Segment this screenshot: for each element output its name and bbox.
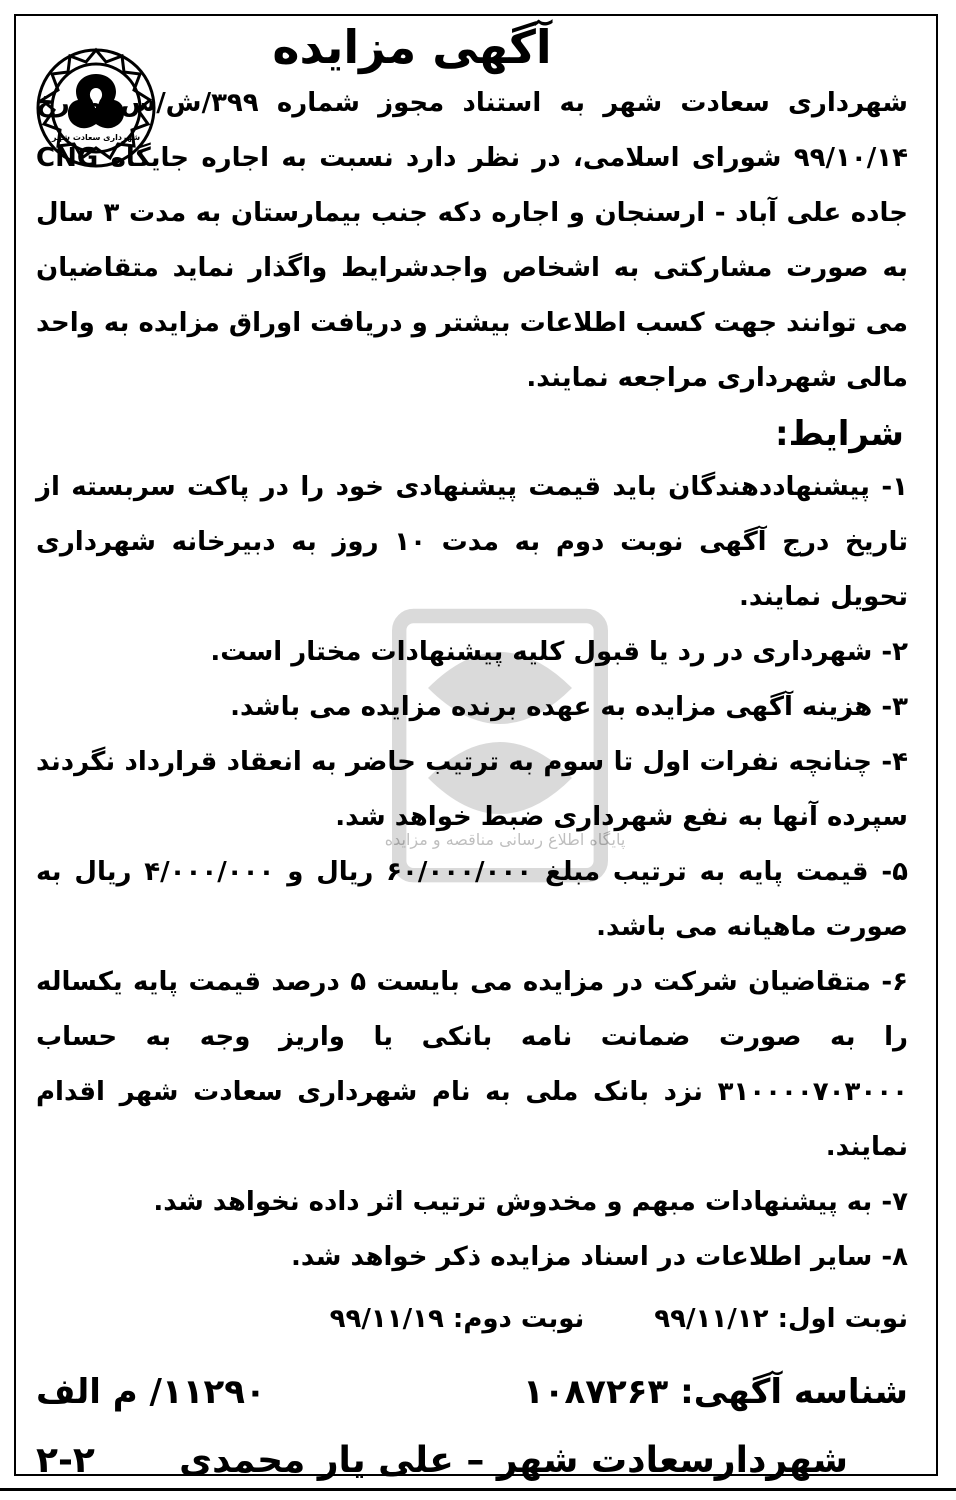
second-publication-date: نوبت دوم: ۹۹/۱۱/۱۹ <box>329 1304 585 1334</box>
ad-identifier: شناسه آگهی: ۱۰۸۷۲۶۳ <box>523 1372 908 1412</box>
condition-item: ۴- چنانچه نفرات اول تا سوم به ترتیب حاضر به انعقاد قرارداد نگردند سپرده آنها به نفع شهرداری ضبط خواهد شد. <box>36 747 908 832</box>
mayor-signature: شهردارسعادت شهر – علی یار محمدی <box>179 1440 848 1481</box>
condition-item: ۳- هزینه آگهی مزایده به عهده برنده مزایده می باشد. <box>230 692 908 722</box>
municipality-emblem-icon <box>32 44 160 172</box>
conditions-heading: شرایط: <box>774 414 904 454</box>
condition-item: ۸- سایر اطلاعات در اسناد مزایده ذکر خواهد شد. <box>290 1242 908 1272</box>
ad-id-row <box>36 1365 908 1419</box>
condition-item: ۲- شهرداری در رد یا قبول کلیه پیشنهادات مختار است. <box>210 637 908 667</box>
svg-text:شهرداری سعادت شهر: شهرداری سعادت شهر <box>51 133 141 142</box>
first-publication-date: نوبت اول: ۹۹/۱۱/۱۲ <box>654 1304 908 1334</box>
condition-item: ۷- به پیشنهادات مبهم و مخدوش ترتیب اثر داده نخواهد شد. <box>153 1187 908 1217</box>
condition-item: ۱- پیشنهاددهندگان باید قیمت پیشنهادی خود را در پاکت سربسته از تاریخ درج آگهی نوبت دوم به مدت ۱۰ روز به دبیرخانه شهرداری تحویل نمایند. <box>36 472 909 612</box>
publication-dates <box>36 1291 908 1347</box>
intro-paragraph <box>36 76 908 406</box>
publication-count: ۲-۲ <box>36 1440 95 1481</box>
watermark-text: پایگاه اطلاع رسانی مناقصه و مزایده <box>384 830 626 849</box>
ad-code: ۱۱۲۹۰/ م الف <box>36 1372 266 1412</box>
ad-content <box>36 14 909 1481</box>
condition-item: ۶- متقاضیان شرکت در مزایده می بایست ۵ درصد قیمت پایه یکساله را به صورت ضمانت نامه بانکی یا واریز وجه به حساب ۳۱۰۰۰۰۷۰۳۰۰۰ نزد بانک ملی به نام شهرداری سعادت شهر اقدام نمایند. <box>36 967 908 1162</box>
condition-item: ۵- قیمت پایه به ترتیب مبلغ ۶۰/۰۰۰/۰۰۰ ریال و ۴/۰۰۰/۰۰۰ ریال به صورت ماهیانه می باشد. <box>36 857 908 942</box>
ad-title: آگهی مزایده <box>272 20 552 74</box>
conditions-list <box>36 460 908 1285</box>
intro-text: شهرداری سعادت شهر به استناد مجوز شماره ۳۹۹/ش/س مورخ ۹۹/۱۰/۱۴ شورای اسلامی، در نظر دارد نسبت به اجاره جایگاه CNG جاده علی آباد - ارسنجان و اجاره دکه جنب بیمارستان به مدت ۳ سال به صورت مشارکتی به اشخاص واجدشرایط واگذار نماید متقاضیان می توانند جهت کسب اطلاعات بیشتر و دریافت اوراق مزایده به واحد مالی شهرداری مراجعه نمایند. <box>36 88 908 393</box>
signature-row <box>36 1431 908 1491</box>
